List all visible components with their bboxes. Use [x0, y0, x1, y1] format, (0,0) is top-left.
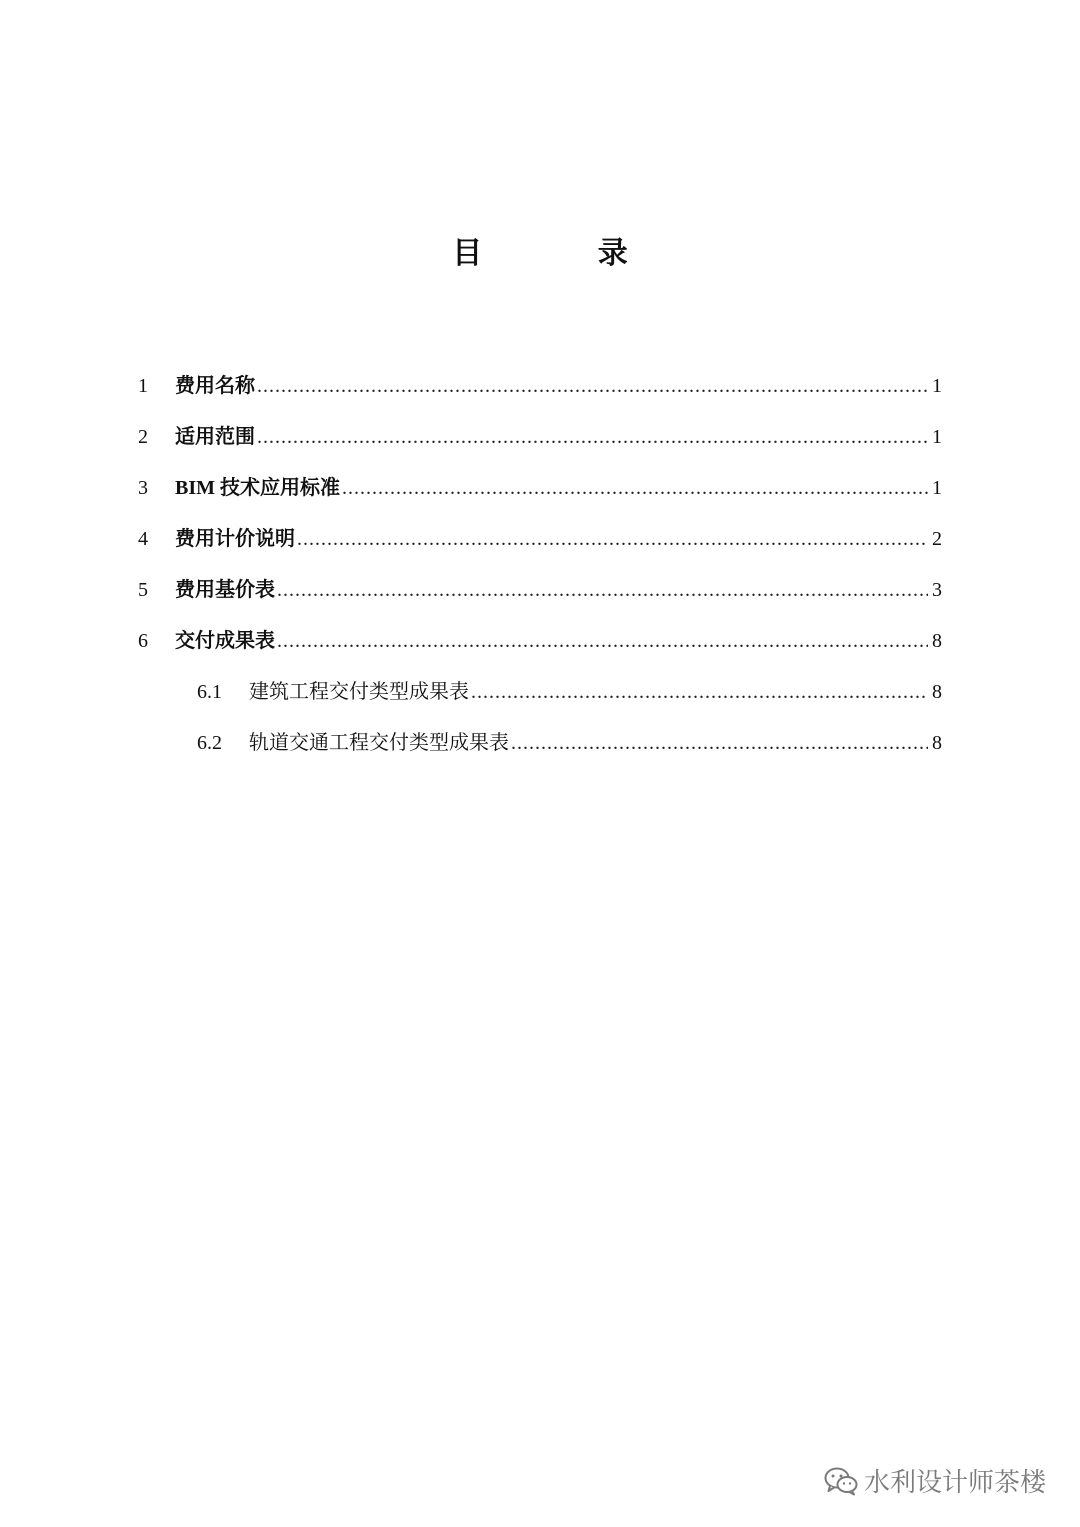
toc-entry-6-2[interactable] — [138, 721, 942, 772]
toc-dot-leader — [257, 415, 928, 459]
toc-dot-leader — [297, 517, 928, 561]
toc-entry-number: 6.1 — [197, 681, 222, 703]
toc-entry-page: 8 — [932, 681, 942, 703]
toc-entry-page: 8 — [932, 630, 942, 652]
toc-dot-leader — [342, 466, 928, 510]
toc-entry-6[interactable] — [138, 619, 942, 670]
toc-entry-4[interactable] — [138, 517, 942, 568]
toc-entry-page: 3 — [932, 579, 942, 601]
toc-entry-label: 交付成果表 — [175, 630, 275, 652]
toc-entry-label: 费用名称 — [175, 375, 255, 397]
watermark — [824, 1462, 1046, 1499]
toc-entry-number: 3 — [138, 477, 148, 499]
toc-entry-number: 2 — [138, 426, 148, 448]
toc-entry-label: 费用计价说明 — [175, 528, 295, 550]
toc-dot-leader — [277, 568, 928, 612]
toc-entry-3[interactable] — [138, 466, 942, 517]
toc-entry-label: BIM 技术应用标准 — [175, 477, 340, 499]
toc-dot-leader — [511, 721, 928, 765]
toc-entry-1[interactable] — [138, 364, 942, 415]
toc-entry-label: 建筑工程交付类型成果表 — [249, 681, 469, 703]
toc-entry-page: 8 — [932, 732, 942, 754]
toc-entry-page: 1 — [932, 477, 942, 499]
toc-entry-number: 5 — [138, 579, 148, 601]
toc-entry-page: 2 — [932, 528, 942, 550]
toc-dot-leader — [277, 619, 928, 663]
watermark-text: 水利设计师茶楼 — [863, 1468, 1046, 1498]
toc-dot-leader — [257, 364, 928, 408]
toc-entry-label: 轨道交通工程交付类型成果表 — [249, 732, 509, 754]
toc-entry-2[interactable] — [138, 415, 942, 466]
toc-entry-5[interactable] — [138, 568, 942, 619]
table-of-contents — [138, 364, 942, 772]
toc-entry-page: 1 — [932, 375, 942, 397]
toc-dot-leader — [471, 670, 928, 714]
toc-entry-number: 4 — [138, 528, 148, 550]
page-title: 目 录 — [452, 237, 682, 270]
toc-entry-number: 1 — [138, 375, 148, 397]
toc-entry-page: 1 — [932, 426, 942, 448]
toc-entry-6-1[interactable] — [138, 670, 942, 721]
toc-entry-label: 费用基价表 — [175, 579, 275, 601]
toc-entry-label: 适用范围 — [175, 426, 255, 448]
wechat-icon — [824, 1466, 858, 1496]
toc-entry-number: 6.2 — [197, 732, 222, 754]
toc-entry-number: 6 — [138, 630, 148, 652]
